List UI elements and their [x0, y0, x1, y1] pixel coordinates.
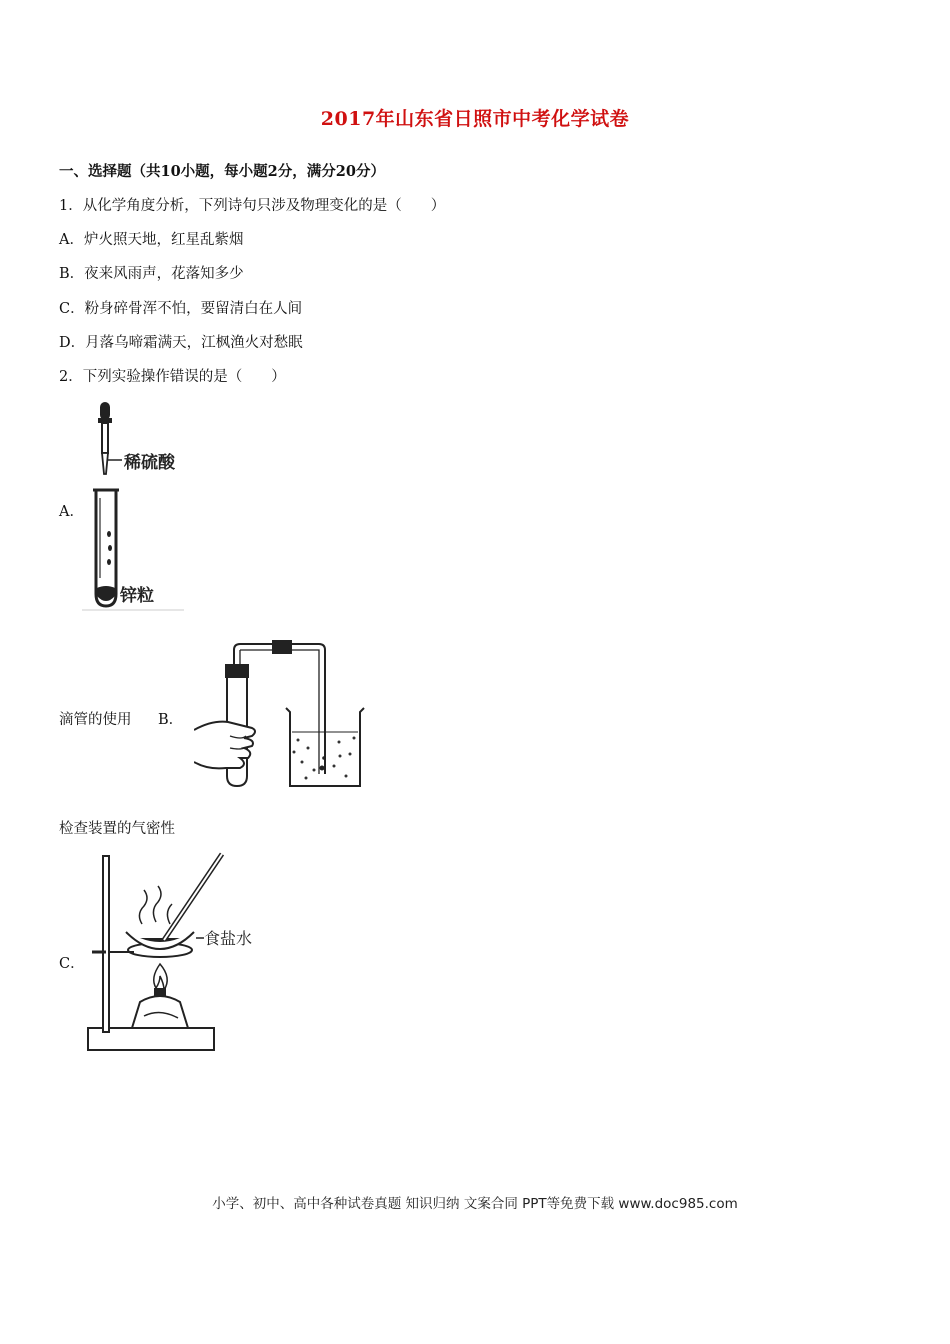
question-2-option-b-label: B．: [158, 712, 184, 728]
caption-dropper-use: 滴管的使用: [59, 712, 132, 728]
dropper-test-tube-figure: [80, 398, 188, 612]
caption-airtightness-check: 检查装置的气密性: [59, 821, 175, 837]
question-1-option-c: C．粉身碎骨浑不怕，要留清白在人间: [59, 301, 303, 317]
fig-a-label-acid: 稀硫酸: [124, 453, 175, 473]
question-2-option-c-label: C．: [59, 956, 85, 972]
fig-c-label-saltwater: 食盐水: [204, 929, 253, 948]
section-heading: 一、选择题（共10小题，每小题2分，满分20分）: [59, 163, 385, 180]
question-1-option-a: A．炉火照天地，红星乱紫烟: [59, 232, 244, 248]
page-footer: 小学、初中、高中各种试卷真题 知识归纳 文案合同 PPT等免费下载 www.doc985.com: [212, 1196, 738, 1212]
question-1-stem: 1．从化学角度分析，下列诗句只涉及物理变化的是（ ）: [59, 198, 446, 214]
question-2-stem: 2．下列实验操作错误的是（ ）: [59, 369, 286, 385]
question-1-option-d: D．月落乌啼霜满天，江枫渔火对愁眠: [59, 335, 303, 351]
fig-a-label-zinc: 锌粒: [120, 586, 154, 606]
airtightness-check-figure: [194, 636, 366, 788]
page-title: 2017年山东省日照市中考化学试卷: [320, 108, 630, 130]
question-2-option-a-label: A．: [59, 504, 84, 520]
question-1-option-b: B．夜来风雨声，花落知多少: [59, 266, 244, 282]
evaporation-setup-figure: [84, 852, 264, 1058]
